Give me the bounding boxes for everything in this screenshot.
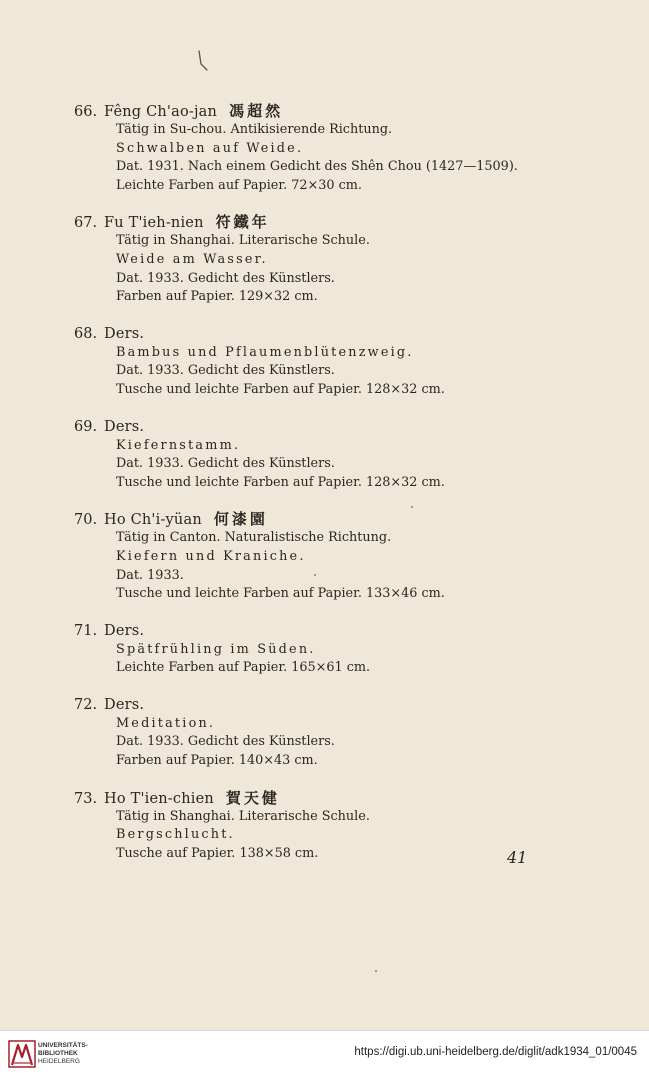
- artist-chinese-name: 符鐵年: [215, 213, 270, 232]
- entry-detail-line: Leichte Farben auf Papier. 72×30 cm.: [116, 177, 362, 193]
- entry-detail-line: Dat. 1931. Nach einem Gedicht des Shên Chou (1427—1509).: [116, 159, 518, 175]
- entry-detail-line: Farben auf Papier. 140×43 cm.: [116, 753, 318, 769]
- logo-line-1: UNIVERSITÄTS-: [38, 1042, 88, 1049]
- logo-line-2: BIBLIOTHEK: [38, 1050, 78, 1057]
- permalink-url[interactable]: https://digi.ub.uni-heidelberg.de/diglit/adk1934_01/0045: [354, 1046, 637, 1058]
- entry-heading: [74, 788, 574, 808]
- artwork-title: Bambus und Pflaumenblütenzweig.: [116, 344, 414, 360]
- entry-heading: [74, 212, 574, 232]
- catalogue-entry: [74, 509, 574, 603]
- entry-number: 72.: [74, 696, 98, 713]
- entry-detail-line: Dat. 1933. Gedicht des Künstlers.: [116, 363, 335, 379]
- artwork-title: Kiefernstamm.: [116, 437, 241, 453]
- entry-detail-line: Tätig in Shanghai. Literarische Schule.: [116, 233, 370, 249]
- page-number: 41: [507, 848, 528, 867]
- artist-name: Ders.: [104, 418, 145, 435]
- entry-heading: [74, 695, 574, 715]
- catalogue-entry: [74, 212, 574, 306]
- catalogue-entry: [74, 324, 574, 400]
- entry-number: 68.: [74, 325, 98, 342]
- entry-number: 70.: [74, 512, 98, 529]
- entry-detail-line: Dat. 1933. Gedicht des Künstlers.: [116, 456, 335, 472]
- artwork-title: Meditation.: [116, 715, 216, 731]
- viewer-footer: [0, 1030, 649, 1077]
- entry-detail-line: Tusche auf Papier. 138×58 cm.: [116, 845, 319, 861]
- entry-heading: [74, 324, 574, 344]
- logo-line-3: HEIDELBERG: [38, 1058, 80, 1065]
- artwork-title: Schwalben auf Weide.: [116, 140, 304, 156]
- entry-detail-line: Farben auf Papier. 129×32 cm.: [116, 289, 318, 305]
- entry-detail-line: Tätig in Shanghai. Literarische Schule.: [116, 808, 370, 824]
- catalogue-entry: [74, 417, 574, 493]
- entry-heading: [74, 621, 574, 641]
- entry-detail-line: Leichte Farben auf Papier. 165×61 cm.: [116, 660, 371, 676]
- artist-name: Fêng Ch'ao-jan: [104, 104, 218, 120]
- pencil-mark-icon: [196, 50, 210, 72]
- artist-name: Ho Ch'i-yüan: [104, 512, 202, 529]
- entry-heading: [74, 509, 574, 529]
- entry-number: 73.: [74, 790, 98, 807]
- entry-number: 71.: [74, 622, 98, 639]
- artist-name: Fu T'ieh-nien: [104, 215, 204, 232]
- entry-heading: [74, 417, 574, 437]
- artist-name: Ders.: [104, 696, 145, 713]
- artist-name: Ders.: [104, 622, 145, 639]
- university-library-logo-icon[interactable]: [8, 1039, 36, 1069]
- artwork-title: Spätfrühling im Süden.: [116, 641, 316, 657]
- artist-chinese-name: 馮超然: [229, 102, 284, 120]
- artist-chinese-name: 賀天健: [225, 788, 280, 807]
- artist-chinese-name: 何漆園: [213, 510, 268, 529]
- entry-detail-line: Dat. 1933.: [116, 567, 184, 583]
- entry-number: 67.: [74, 215, 98, 232]
- artwork-title: Weide am Wasser.: [116, 251, 268, 267]
- catalogue-entries: [74, 101, 574, 880]
- entry-heading: [74, 101, 574, 121]
- entry-detail-line: Tusche und leichte Farben auf Papier. 128×32 cm.: [116, 474, 445, 490]
- entry-detail-line: Tusche und leichte Farben auf Papier. 128×32 cm.: [116, 381, 445, 397]
- entry-detail-line: Tusche und leichte Farben auf Papier. 133×46 cm.: [116, 586, 445, 602]
- entry-detail-line: Dat. 1933. Gedicht des Künstlers.: [116, 270, 335, 286]
- artwork-title: Bergschlucht.: [116, 827, 235, 843]
- catalogue-entry: [74, 621, 574, 678]
- paper-speck: [411, 506, 413, 508]
- artist-name: Ders.: [104, 325, 145, 342]
- catalogue-entry: [74, 695, 574, 771]
- library-logo-text[interactable]: [38, 1042, 88, 1066]
- artist-name: Ho T'ien-chien: [104, 790, 214, 807]
- artwork-title: Kiefern und Kraniche.: [116, 548, 306, 564]
- catalogue-entry: [74, 788, 574, 864]
- paper-speck: [314, 574, 316, 576]
- entry-detail-line: Dat. 1933. Gedicht des Künstlers.: [116, 734, 335, 750]
- entry-detail-line: Tätig in Canton. Naturalistische Richtung.: [116, 530, 392, 546]
- entry-number: 66.: [74, 104, 98, 120]
- entry-detail-line: Tätig in Su-chou. Antikisierende Richtung.: [116, 122, 393, 137]
- catalogue-entry: [74, 101, 574, 195]
- paper-speck: [375, 970, 377, 972]
- entry-number: 69.: [74, 418, 98, 435]
